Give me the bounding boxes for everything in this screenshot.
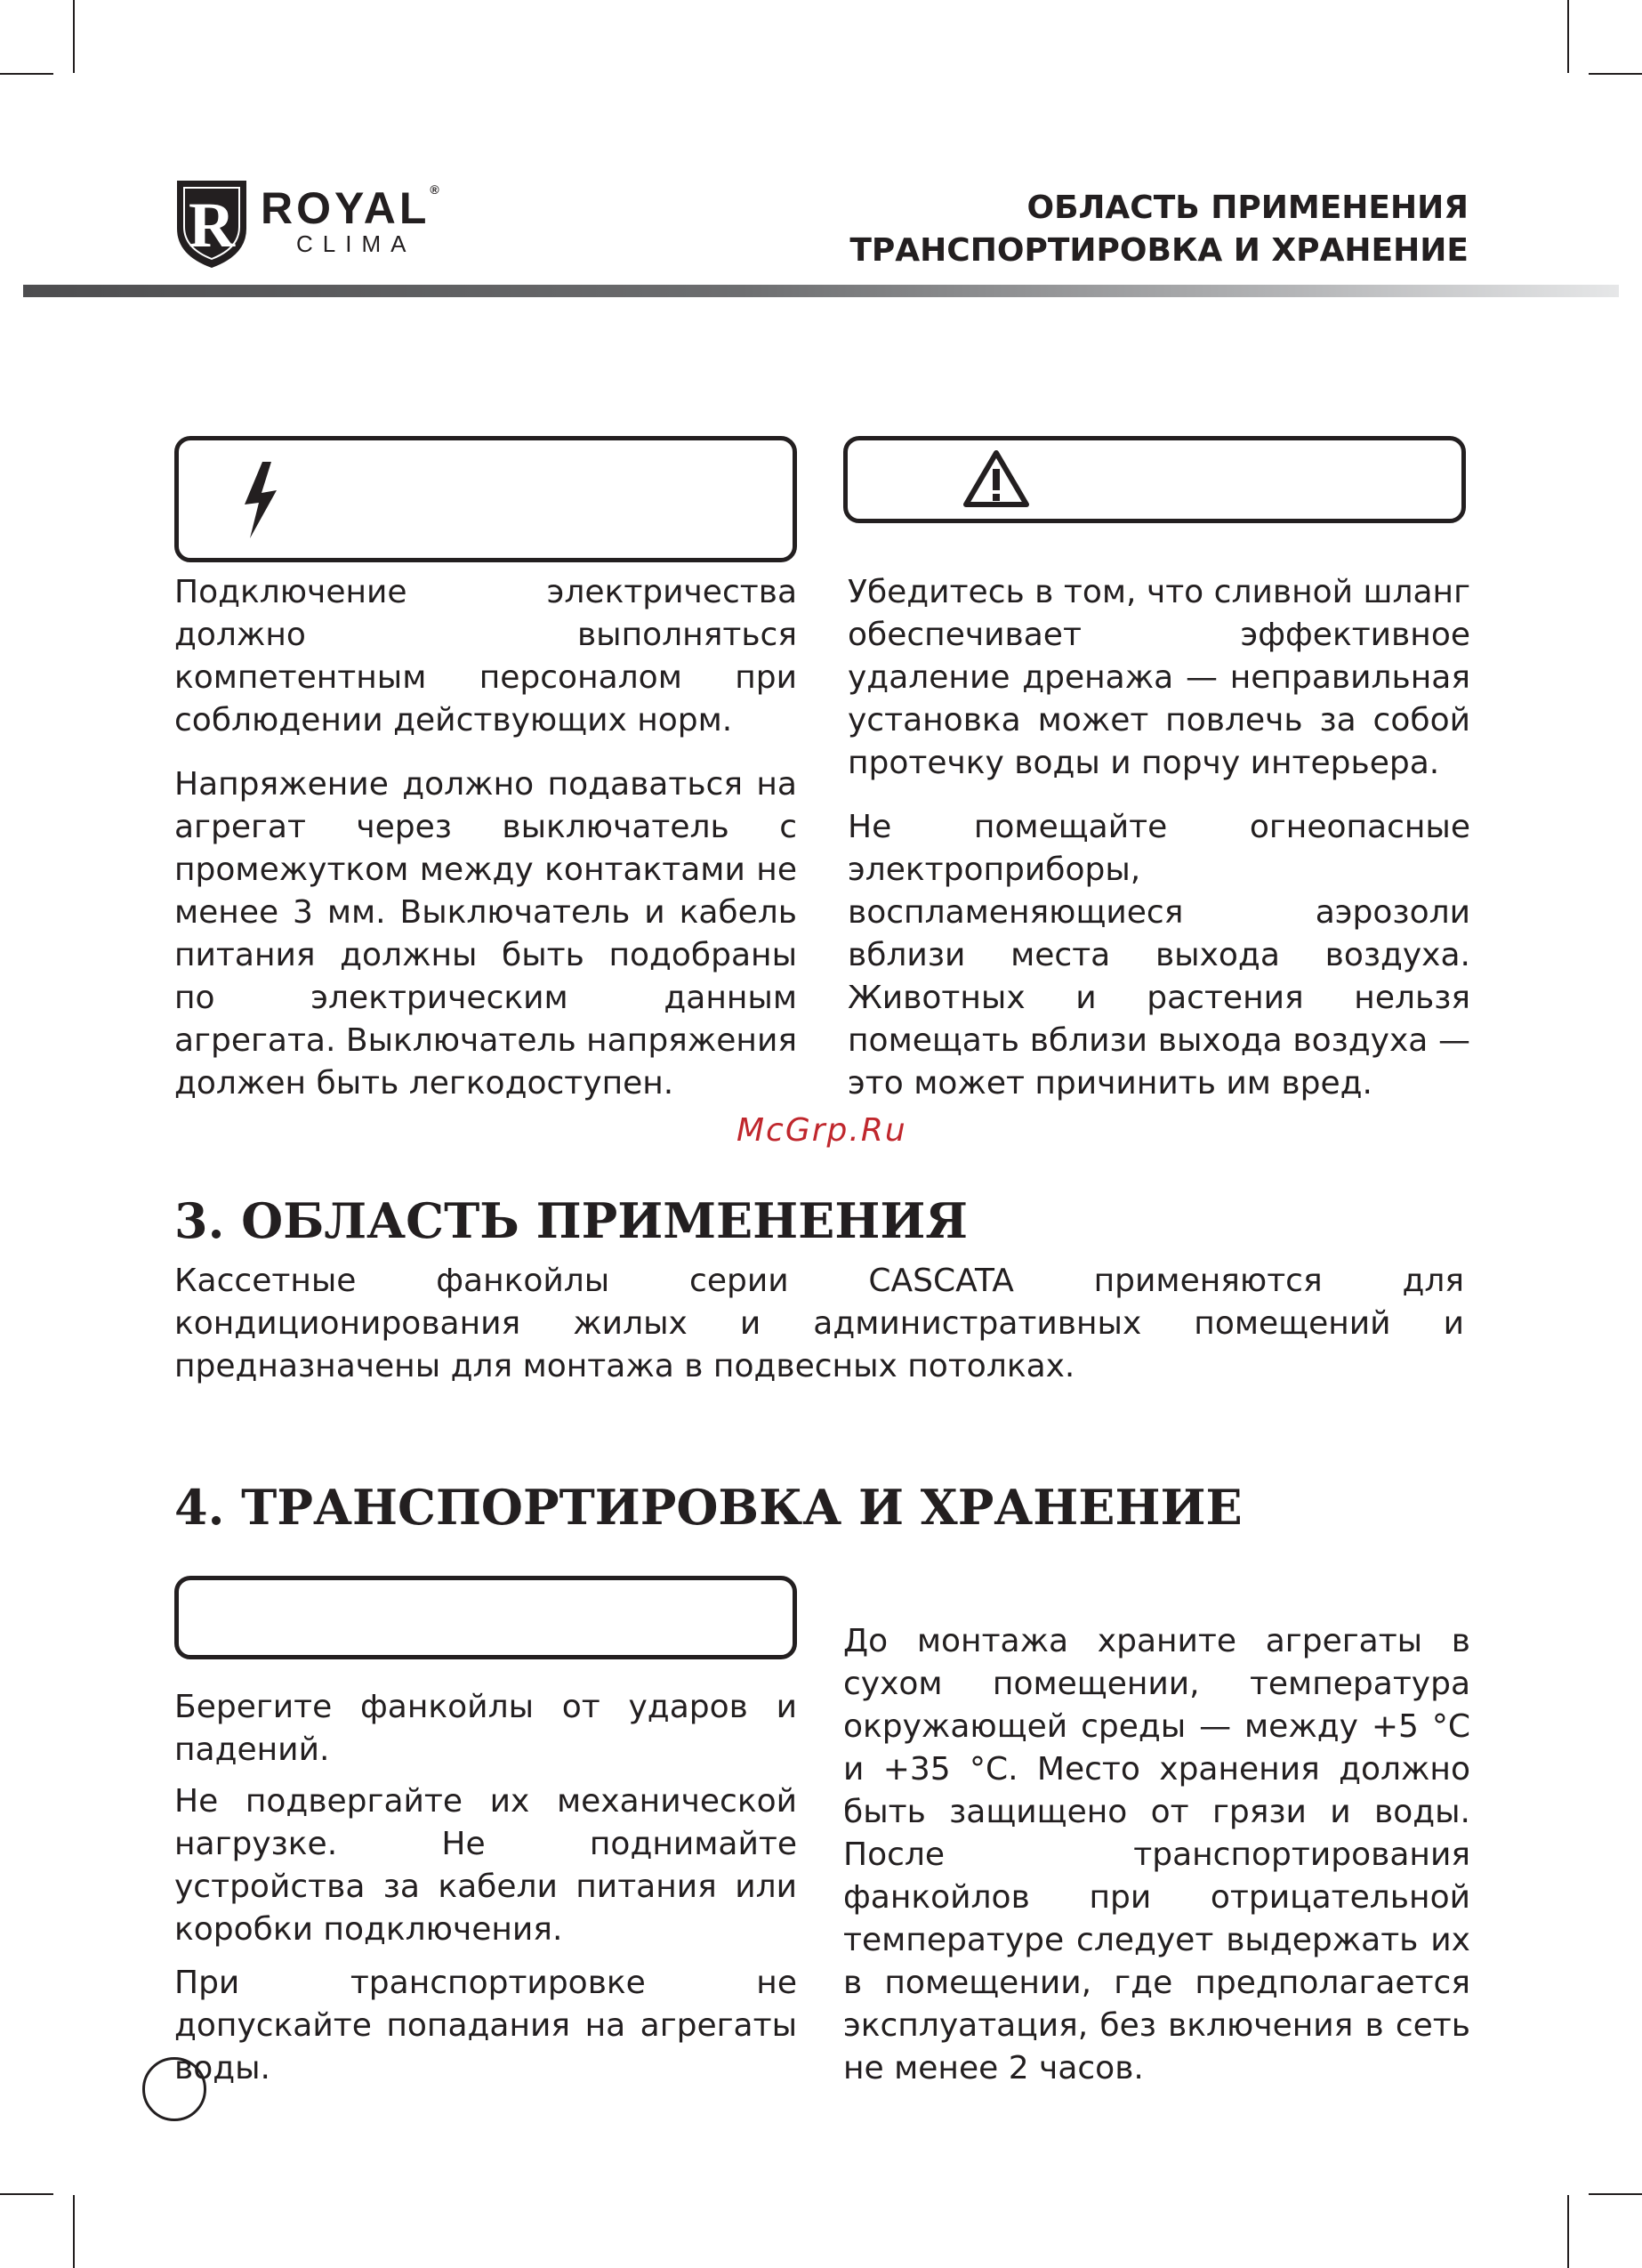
section-4-heading: 4. ТРАНСПОРТИРОВКА И ХРАНЕНИЕ bbox=[174, 1479, 1243, 1536]
electric-warning-box bbox=[174, 436, 797, 562]
electric-warning-text-1: Подключение электричества должно выполняться компетентным персоналом при соблюдении действующих норм. bbox=[174, 574, 797, 739]
shield-logo-icon bbox=[172, 174, 252, 271]
page-header-title bbox=[849, 187, 1469, 272]
storage-text: До монтажа храните агрегаты в сухом помещении, температура окружающей среды — между +5 °С и +35 °С. Место хранения должно быть защищено от грязи и воды. После транспортирования фанкойлов при отрицательной температуре следует выдержать их в помещении, где предполагается эксплуатация, без включения в сеть не менее 2 часов. bbox=[843, 1623, 1470, 2086]
transport-text-3: При транспортировке не допускайте попадания на агрегаты воды. bbox=[174, 1965, 797, 2086]
crop-mark bbox=[1567, 0, 1569, 73]
header-divider bbox=[23, 285, 1619, 297]
caution-warning-box bbox=[843, 436, 1466, 523]
header-title-line1: ОБЛАСТЬ ПРИМЕНЕНИЯ bbox=[1026, 190, 1469, 226]
crop-mark bbox=[0, 73, 53, 75]
transport-note-box bbox=[174, 1576, 797, 1659]
transport-text-1: Берегите фанкойлы от ударов и падений. bbox=[174, 1689, 797, 1768]
crop-mark bbox=[0, 2193, 53, 2195]
brand-sub: CLIMA bbox=[296, 230, 416, 257]
crop-mark bbox=[1589, 2193, 1642, 2195]
watermark: McGrp.Ru bbox=[736, 1112, 907, 1149]
electric-warning-text-2: Напряжение должно подаваться на агрегат через выключатель с промежутком между контактами не менее 3 мм. Выключатель и кабель питания должны быть подобраны по электрическим данным агрегата. Выключатель напряжения должен быть легкодоступен. bbox=[174, 766, 797, 1102]
caution-warning-text-2: Не помещайте огнеопасные электроприборы, воспламеняющиеся аэрозоли вблизи места выхода воздуха. Животных и растения нельзя помещать вблизи выхода воздуха — это может причинить им вред. bbox=[848, 809, 1470, 1102]
transport-text-2: Не подвергайте их механической нагрузке. Не поднимайте устройства за кабели питания или коробки подключения. bbox=[174, 1783, 797, 1948]
crop-mark bbox=[73, 2195, 75, 2268]
crop-mark bbox=[1567, 2195, 1569, 2268]
crop-mark bbox=[73, 0, 75, 73]
brand-name: ROYAL® bbox=[261, 182, 439, 233]
svg-text:R: R bbox=[189, 190, 235, 261]
warning-triangle-icon bbox=[963, 449, 1029, 508]
header-title-line2: ТРАНСПОРТИРОВКА И ХРАНЕНИЕ bbox=[849, 232, 1469, 269]
page-number-circle bbox=[142, 2057, 206, 2121]
section-3-heading: 3. ОБЛАСТЬ ПРИМЕНЕНИЯ bbox=[174, 1192, 969, 1249]
caution-warning-text-1: Убедитесь в том, что сливной шланг обеспечивает эффективное удаление дренажа — неправильная установка может повлечь за собой протечку воды и порчу интерьера. bbox=[848, 574, 1470, 781]
section-3-body: Кассетные фанкойлы серии CASCATA применяются для кондиционирования жилых и административных помещений и предназначены для монтажа в подвесных потолках. bbox=[174, 1263, 1464, 1384]
brand-logo bbox=[172, 174, 492, 271]
crop-mark bbox=[1589, 73, 1642, 75]
lightning-icon bbox=[237, 460, 282, 540]
